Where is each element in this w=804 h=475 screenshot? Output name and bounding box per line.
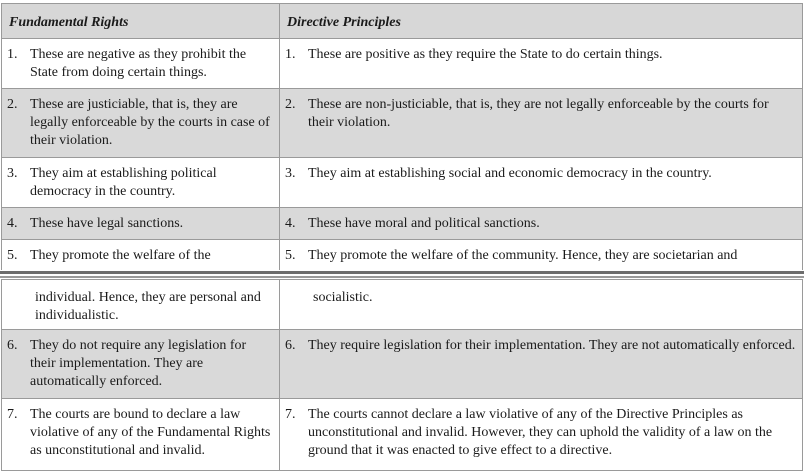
table-row (2, 240, 803, 272)
directive-principle-text: They promote the welfare of the community. Hence, they are societarian and (308, 248, 738, 263)
row-number: 3. (285, 166, 296, 181)
fundamental-right-text: The courts are bound to declare a law violative of any of the Fundamental Rights as unconstitutional and invalid. (30, 407, 271, 458)
row-number: 1. (7, 47, 18, 62)
table-row (2, 330, 803, 399)
fundamental-right-text: These have legal sanctions. (30, 216, 184, 231)
directive-principle-text: The courts cannot declare a law violative of any of the Directive Principles as unconstitutional and invalid. However, they can uphold the validity of a law on the ground that it was enacted to give effect to a directive. (308, 407, 773, 458)
comparison-table-part2 (1, 279, 803, 471)
header-fundamental-rights: Fundamental Rights (2, 4, 280, 39)
directive-principle-continuation: socialistic. (313, 290, 373, 305)
row-number: 6. (285, 338, 296, 353)
table-row (2, 399, 803, 471)
directive-principle-text: These are positive as they require the State to do certain things. (308, 47, 663, 62)
row-number: 1. (285, 47, 296, 62)
fundamental-right-text: They aim at establishing political democracy in the country. (30, 166, 217, 199)
row-number: 3. (7, 166, 18, 181)
directive-principle-text: They require legislation for their implementation. They are not automatically enforced. (308, 338, 796, 353)
table-row (2, 158, 803, 208)
row-number: 7. (7, 407, 18, 422)
row-number: 6. (7, 338, 18, 353)
fundamental-right-text: These are justiciable, that is, they are legally enforceable by the courts in case of their violation. (30, 97, 270, 148)
header-directive-principles: Directive Principles (280, 4, 803, 39)
fundamental-right-text: They promote the welfare of the (30, 248, 211, 263)
row-number: 2. (7, 97, 18, 112)
fundamental-right-text: They do not require any legislation for their implementation. They are automatically enforced. (30, 338, 247, 389)
fundamental-right-continuation: individual. Hence, they are personal and individualistic. (35, 290, 261, 323)
table-row (2, 208, 803, 240)
page-break-divider (0, 270, 804, 279)
fundamental-right-text: These are negative as they prohibit the State from doing certain things. (30, 47, 247, 80)
header-row (2, 4, 803, 39)
row-number: 5. (7, 248, 18, 263)
directive-principle-text: These are non-justiciable, that is, they are not legally enforceable by the courts for their violation. (308, 97, 769, 130)
table-row (2, 89, 803, 158)
row-number: 7. (285, 407, 296, 422)
table-row (2, 39, 803, 89)
row-number: 2. (285, 97, 296, 112)
row-number: 5. (285, 248, 296, 263)
directive-principle-text: These have moral and political sanctions. (308, 216, 540, 231)
comparison-table-part1 (1, 3, 803, 272)
row-number: 4. (285, 216, 296, 231)
directive-principle-text: They aim at establishing social and economic democracy in the country. (308, 166, 712, 181)
table-row-continuation (2, 280, 803, 330)
row-number: 4. (7, 216, 18, 231)
